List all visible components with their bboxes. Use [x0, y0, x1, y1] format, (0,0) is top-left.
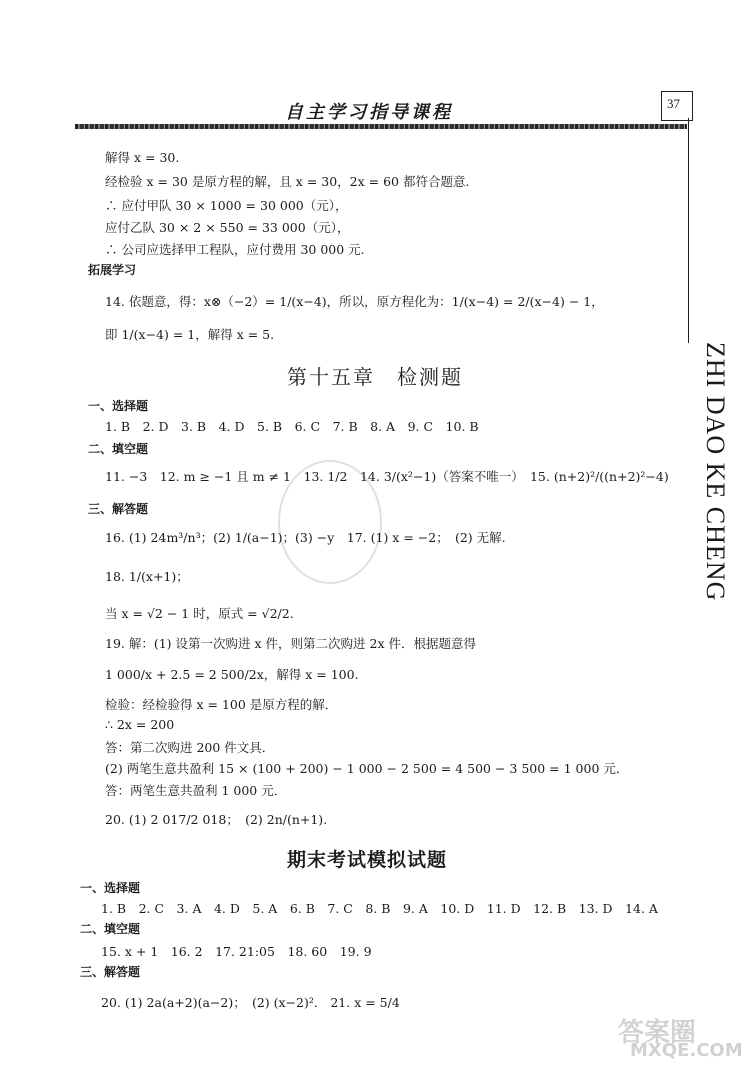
answer-line: 19. 解：(1) 设第一次购进 x 件，则第二次购进 2x 件．根据题意得	[105, 636, 476, 651]
answer-line: 1. B 2. C 3. A 4. D 5. A 6. B 7. C 8. B 9. A 10. D 11. D 12. B 13. D 14. A	[101, 901, 658, 916]
answer-line: 检验：经检验得 x = 100 是原方程的解．	[105, 697, 338, 712]
section-heading: 三、解答题	[88, 502, 149, 516]
text-line: 即 1/(x−4) = 1，解得 x = 5.	[105, 327, 275, 342]
answer-line: 1. B 2. D 3. B 4. D 5. B 6. C 7. B 8. A 9. C 10. B	[105, 419, 479, 434]
answer-line: 15. x + 1 16. 2 17. 21:05 18. 60 19. 9	[101, 944, 372, 959]
final-exam-title: 期末考试模拟试题	[287, 849, 448, 871]
side-rule	[688, 118, 689, 343]
text-line: 解得 x = 30.	[105, 150, 180, 165]
answer-line: 16. (1) 24m³/n³；(2) 1/(a−1)；(3) −y 17. (1) x = −2； (2) 无解.	[105, 530, 506, 545]
text-line: 应付乙队 30 × 2 × 550 = 33 000（元），	[105, 220, 350, 235]
answer-line: 答：第二次购进 200 件文具．	[105, 740, 275, 755]
answer-line: 1 000/x + 2.5 = 2 500/2x，解得 x = 100.	[105, 667, 359, 682]
answer-line: 20. (1) 2 017/2 018； (2) 2n/(n+1).	[105, 812, 328, 827]
section-heading: 一、选择题	[88, 399, 149, 413]
watermark-logo: 答案圈	[618, 1018, 697, 1048]
answer-line: 20. (1) 2a(a+2)(a−2)； (2) (x−2)². 21. x = 5/4	[101, 995, 400, 1010]
text-line: 经检验 x = 30 是原方程的解，且 x = 30，2x = 60 都符合题意.	[105, 174, 470, 189]
section-heading: 二、填空题	[80, 922, 141, 936]
page-header-title: 自主学习指导课程	[285, 102, 453, 123]
section-heading: 三、解答题	[80, 965, 141, 979]
answer-line: ∴ 2x = 200	[105, 717, 175, 732]
side-vertical-text: ZHI DAO KE CHENG	[701, 342, 730, 602]
text-line: ∴ 应付甲队 30 × 1000 = 30 000（元），	[105, 198, 348, 213]
answer-line: (2) 两笔生意共盈利 15 × (100 + 200) − 1 000 − 2 500 = 4 500 − 3 500 = 1 000 元．	[105, 761, 629, 776]
section-heading: 二、填空题	[88, 442, 149, 456]
page-number: 37	[667, 96, 680, 111]
header-rule	[75, 124, 687, 129]
answer-line: 答：两笔生意共盈利 1 000 元．	[105, 783, 287, 798]
watermark-site: MXQE.COM	[630, 1040, 743, 1061]
answer-line: 当 x = √2 − 1 时，原式 = √2/2.	[105, 606, 294, 621]
chapter-title: 第十五章 检测题	[287, 365, 463, 389]
section-heading: 拓展学习	[88, 263, 137, 277]
text-line: 14. 依题意，得：x⊗（−2）= 1/(x−4)，所以，原方程化为：1/(x−4) = 2/(x−4) − 1，	[105, 294, 604, 309]
section-heading: 一、选择题	[80, 881, 141, 895]
text-line: ∴ 公司应选择甲工程队，应付费用 30 000 元.	[105, 242, 365, 257]
answer-line: 18. 1/(x+1)；	[105, 569, 189, 584]
answer-line: 11. −3 12. m ≥ −1 且 m ≠ 1 13. 1/2 14. 3/(x²−1)（答案不唯一） 15. (n+2)²/((n+2)²−4)	[105, 469, 669, 484]
